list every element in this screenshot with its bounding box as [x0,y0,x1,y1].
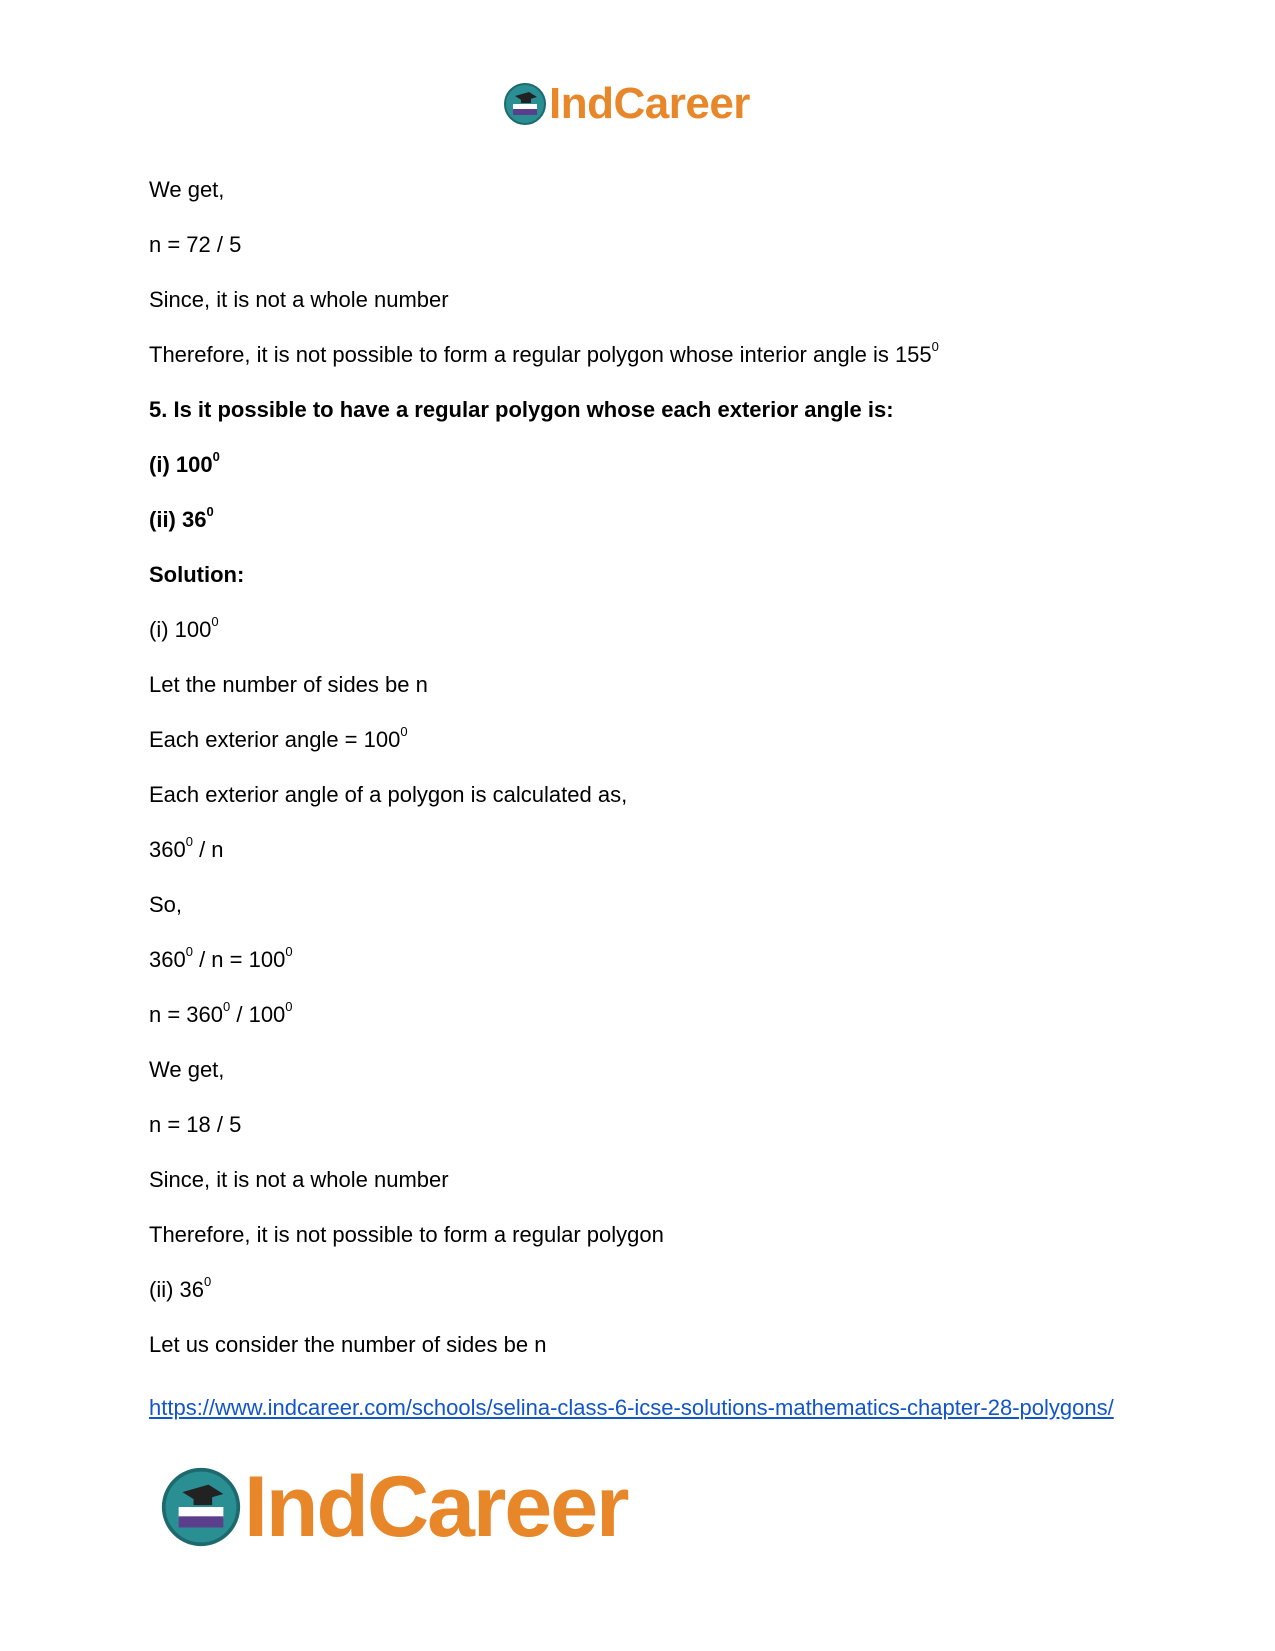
degree-superscript: 0 [185,833,193,849]
text-line [149,613,1149,644]
text-line [149,833,1149,864]
degree-superscript: 0 [931,338,939,354]
text-line [149,231,1149,259]
line-text-after: / n = 100 [192,947,286,972]
text-line [149,1056,1149,1084]
text-line [149,338,1149,369]
globe-book-icon [160,1466,242,1548]
text-line [149,1221,1149,1249]
text-line [149,671,1149,699]
line-text: Solution: [149,562,245,587]
degree-superscript: 0 [206,503,214,519]
line-text: Since, it is not a whole number [149,287,449,312]
question-line [149,448,1149,479]
line-text: We get, [149,1057,225,1082]
text-line [149,781,1149,809]
question-line [149,396,1149,424]
text-line [149,723,1149,754]
brand-name-footer: IndCareer [244,1459,628,1555]
text-line [149,176,1149,204]
line-text: (ii) 36 [149,507,207,532]
line-text: n = 72 / 5 [149,232,242,257]
text-line [149,1331,1149,1359]
line-text: Let the number of sides be n [149,672,428,697]
footer-logo [160,1459,628,1555]
line-text: n = 18 / 5 [149,1112,242,1137]
line-text: Each exterior angle of a polygon is calculated as, [149,782,628,807]
globe-book-icon [503,82,547,126]
line-text-after: / n [192,837,224,862]
line-text-after: / 100 [230,1002,286,1027]
line-text: 360 [149,947,186,972]
brand-name: IndCareer [549,79,750,128]
text-line [149,1166,1149,1194]
degree-superscript: 0 [204,1273,212,1289]
question-line [149,561,1149,589]
text-line [149,998,1149,1029]
line-text: (ii) 36 [149,1277,205,1302]
line-text: (i) 100 [149,617,212,642]
line-text: (i) 100 [149,452,213,477]
line-text: Each exterior angle = 100 [149,727,401,752]
degree-superscript: 0 [185,943,193,959]
text-line [149,891,1149,919]
text-line [149,943,1149,974]
line-text: Therefore, it is not possible to form a regular polygon whose interior angle is 155 [149,342,932,367]
line-text: 360 [149,837,186,862]
text-line [149,286,1149,314]
question-line [149,503,1149,534]
text-line [149,1111,1149,1139]
line-text: Therefore, it is not possible to form a regular polygon [149,1222,664,1247]
text-line [149,1273,1149,1304]
line-text: So, [149,892,183,917]
line-text: We get, [149,177,225,202]
degree-superscript: 0 [223,998,231,1014]
degree-superscript: 0 [400,723,408,739]
line-text: 5. Is it possible to have a regular polygon whose each exterior angle is: [149,397,894,422]
degree-superscript: 0 [285,943,293,959]
degree-superscript: 0 [211,613,219,629]
line-text: n = 360 [149,1002,224,1027]
source-link[interactable]: https://www.indcareer.com/schools/selina-class-6-icse-solutions-mathematics-chapter-28-polygons/ [149,1395,1114,1420]
header-logo [503,79,750,128]
line-text: Let us consider the number of sides be n [149,1332,547,1357]
degree-superscript: 0 [285,998,293,1014]
document-body [149,176,1149,1386]
line-text: Since, it is not a whole number [149,1167,449,1192]
degree-superscript: 0 [212,448,220,464]
